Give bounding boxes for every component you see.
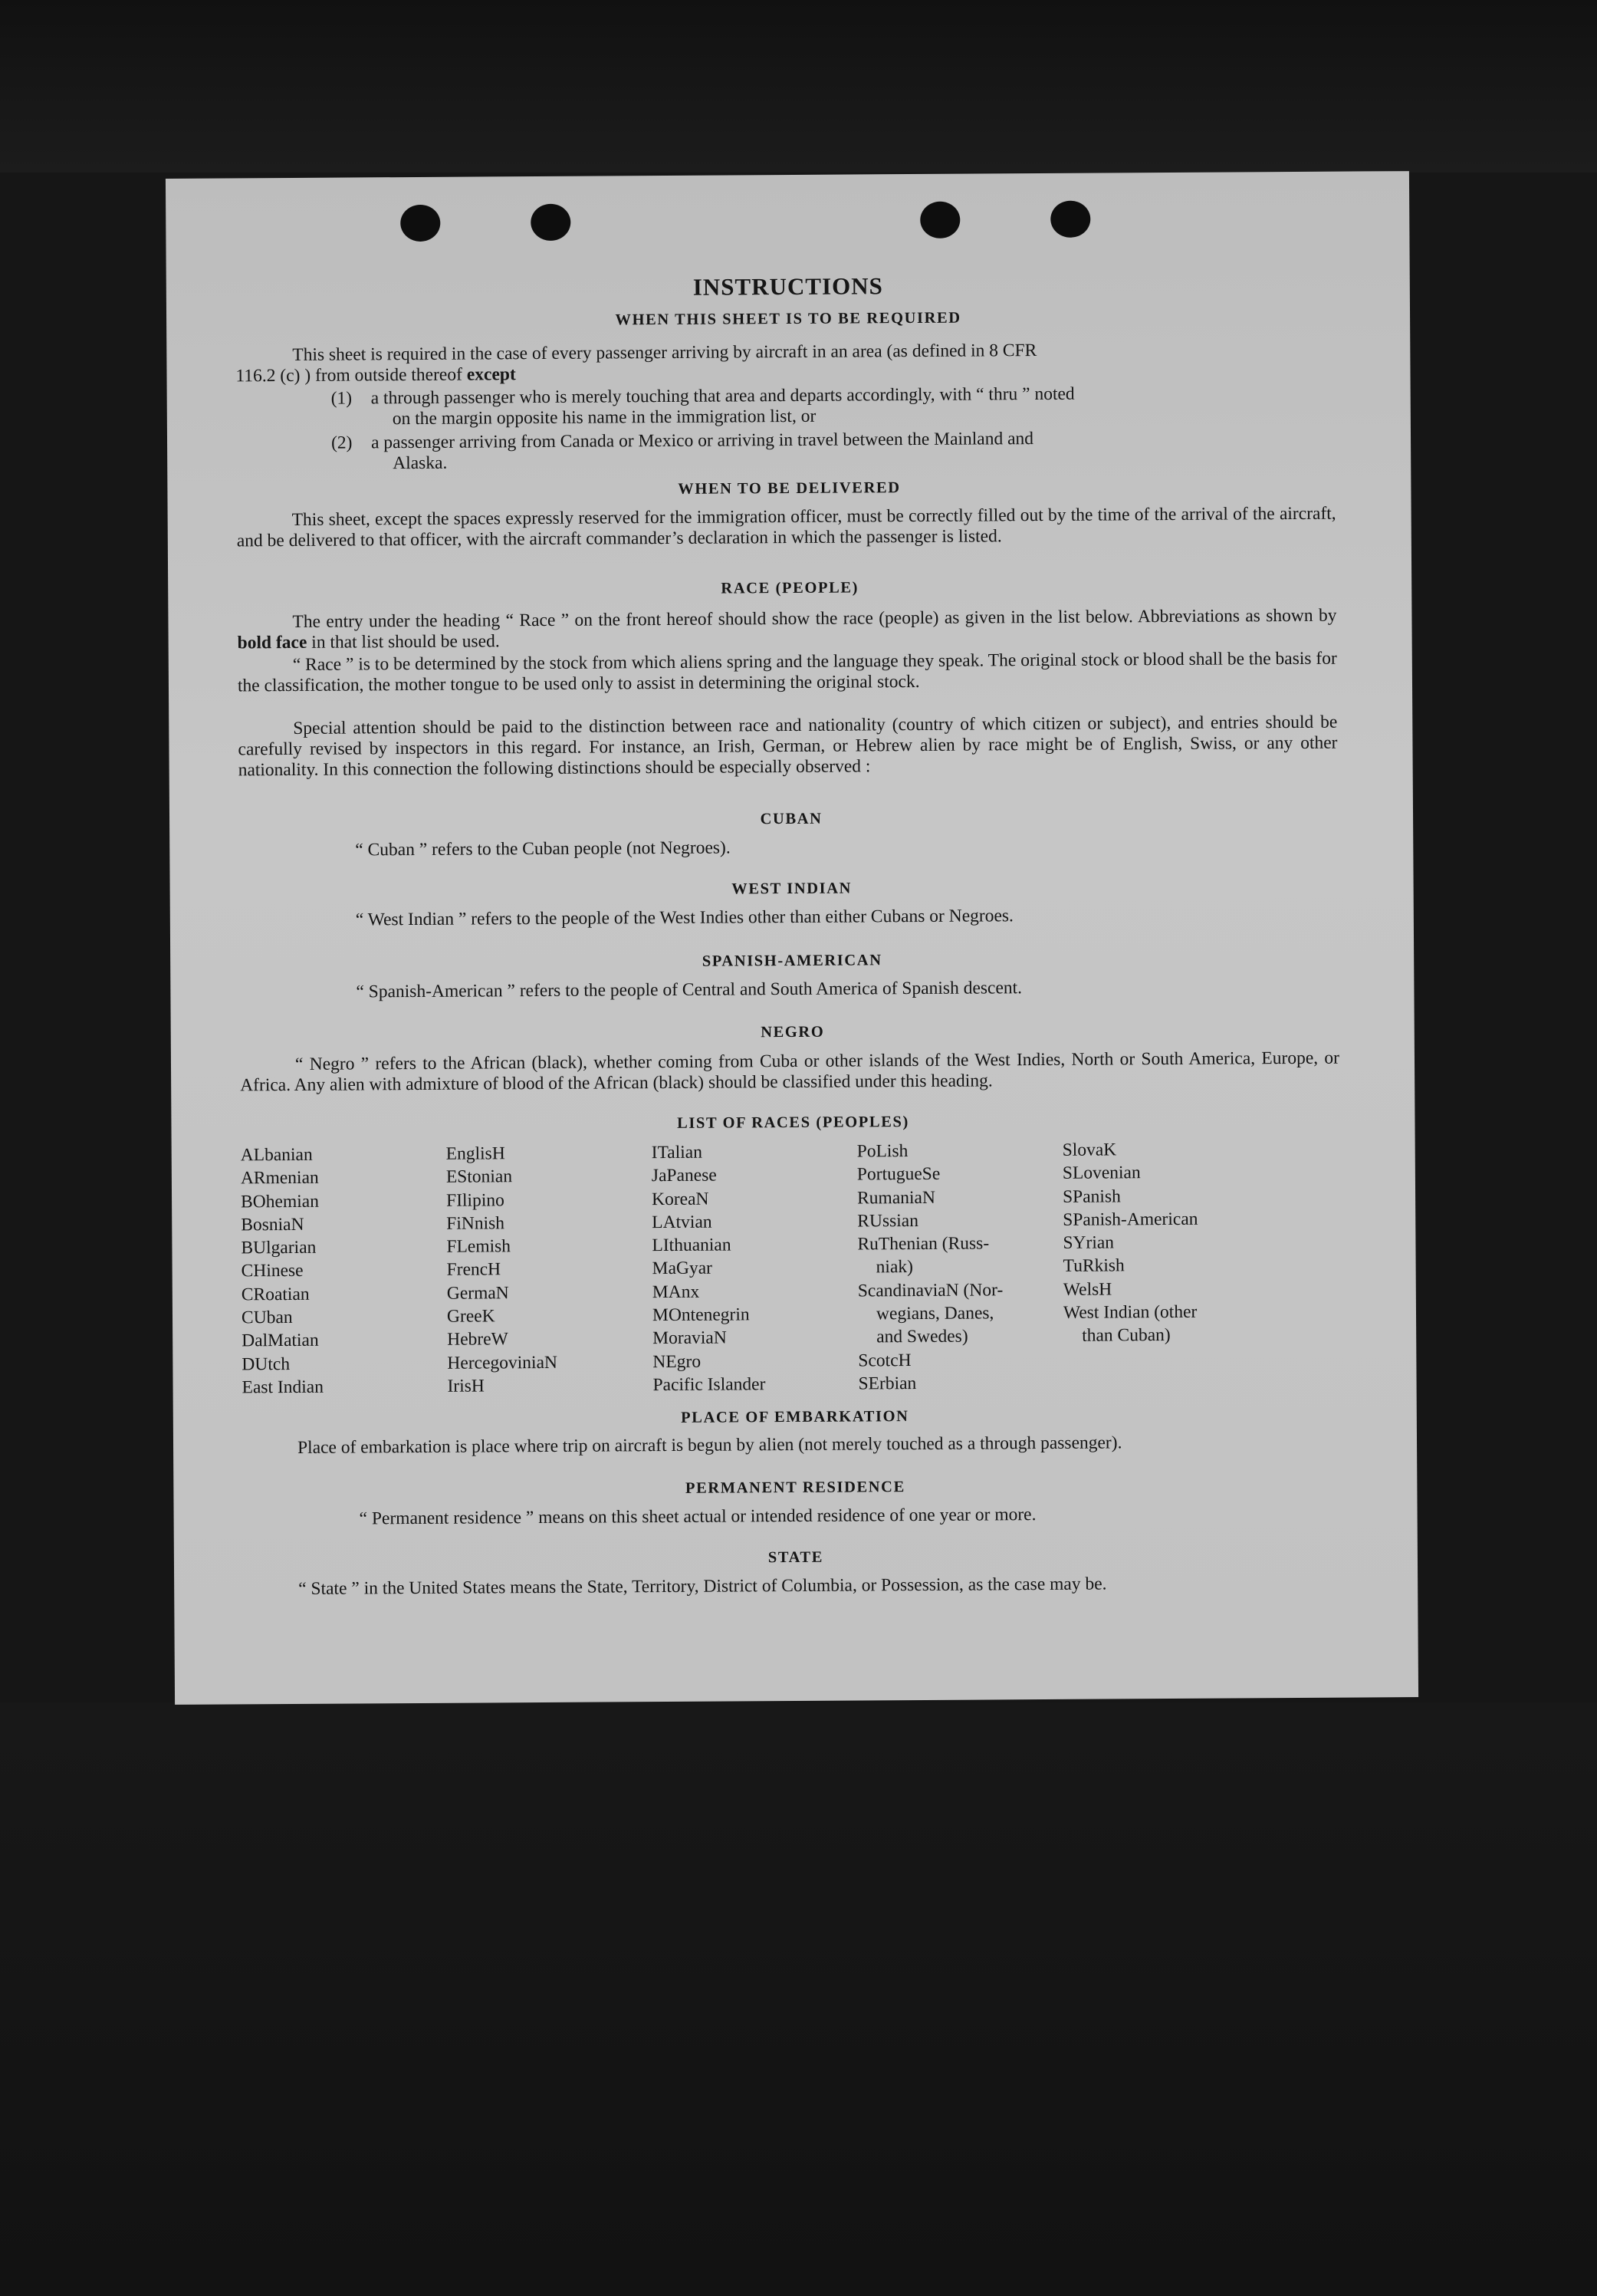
spanish-american-text: “ Spanish-American ” refers to the people of Central and South America of Spanish descent. [356, 978, 1023, 1002]
race-entry: LIthuanian [652, 1235, 731, 1256]
heading-when-delivered: WHEN TO BE DELIVERED [678, 479, 901, 498]
race-entry: MAnx [652, 1281, 700, 1302]
race-entry: PoLish [856, 1141, 909, 1162]
heading-place-of-embarkation: PLACE OF EMBARKATION [681, 1408, 909, 1426]
races-column-5 [1063, 1138, 1199, 1348]
punch-hole [531, 204, 570, 241]
race-entry: DUtch [242, 1354, 291, 1375]
race-paragraph-3: Special attention should be paid to the distinction between race and nationality (country of which citizen or subject), and entries should be carefully revised by inspectors in this regard. For instance, an Irish, German, or Hebrew alien by race might be of English, Swiss, or any other nationality. In this connection the following distinctions should be especially observed : [238, 712, 1338, 781]
race-entry: KoreaN [651, 1189, 709, 1209]
race-entry: GermaN [446, 1283, 509, 1304]
race-entry: ARmenian [240, 1168, 319, 1189]
race-entry: IrisH [447, 1376, 485, 1396]
heading-list-of-races: LIST OF RACES (PEOPLES) [677, 1113, 909, 1132]
race-entry: WelsH [1063, 1279, 1112, 1300]
race-entry: BUlgarian [241, 1237, 317, 1258]
race-entry: JaPanese [651, 1165, 717, 1186]
race-entry: SPanish-American [1063, 1209, 1198, 1230]
races-column-1 [241, 1143, 324, 1400]
race-entry: BosniaN [241, 1214, 304, 1235]
race-entry: RuThenian (Russ- [857, 1233, 990, 1255]
punch-hole [400, 205, 440, 242]
race-entry: CHinese [241, 1261, 304, 1281]
cuban-text: “ Cuban ” refers to the Cuban people (not Negroes). [355, 837, 731, 860]
race-paragraph-2: “ Race ” is to be determined by the stock from which aliens spring and the language they speak. The original stock or blood shall be the basis for the classification, the mother tongue to be used only to assist in determining the original stock. [237, 648, 1337, 696]
embarkation-text: Place of embarkation is place where trip on aircraft is begun by alien (not merely touched as a through passenger). [297, 1433, 1122, 1458]
race-entry: DalMatian [242, 1331, 319, 1351]
heading-cuban: CUBAN [760, 810, 823, 828]
scan-background-top [0, 0, 1597, 173]
race-entry: NEgro [652, 1351, 702, 1372]
heading-negro: NEGRO [761, 1023, 825, 1041]
race-entry: East Indian [242, 1377, 324, 1398]
race-entry: SLovenian [1062, 1163, 1141, 1184]
page-title: INSTRUCTIONS [692, 272, 883, 301]
race-entry: HebreW [447, 1329, 508, 1350]
race-entry: CRoatian [241, 1284, 310, 1305]
race-entry: PortugueSe [856, 1164, 941, 1185]
race-entry: EnglisH [445, 1143, 505, 1164]
race-entry: Pacific Islander [652, 1374, 766, 1396]
exception-item-1 [331, 383, 1336, 432]
required-intro-line1: This sheet is required in the case of every passenger arriving by aircraft in an area (as defined in 8 CFR [292, 340, 1037, 365]
delivered-text: This sheet, except the spaces expressly reserved for the immigration officer, must be correctly filled out by the time of the arrival of the aircraft, and be delivered to that officer, with the aircraft commander’s declaration in which the passenger is listed. [236, 503, 1336, 551]
state-text: “ State ” in the United States means the State, Territory, District of Columbia, or Possession, as the case may be. [298, 1574, 1107, 1599]
exception-item-2 [331, 427, 1336, 476]
race-entry: HercegoviniaN [447, 1352, 558, 1373]
item-text: a through passenger who is merely touching that area and departs accordingly, with “ thru ” noted on the margin opposite his name in the immigration list, or [370, 383, 1075, 429]
race-entry: SErbian [858, 1373, 917, 1394]
race-entry: ITalian [651, 1142, 703, 1163]
race-entry-continued: niak) [876, 1257, 914, 1278]
bold-except: except [466, 364, 516, 385]
item-text: a passenger arriving from Canada or Mexico or arriving in travel between the Mainland and Alaska. [370, 429, 1034, 474]
race-paragraph-1: The entry under the heading “ Race ” on the front hereof should show the race (people) as given in the list below. Abbreviations as shown by bold face in that list should be used. [237, 605, 1337, 653]
race-entry: BOhemian [241, 1191, 319, 1212]
punch-hole [920, 202, 960, 238]
race-entry: FIlipino [446, 1189, 504, 1211]
negro-text: “ Negro ” refers to the African (black), whether coming from Cuba or other islands of the West Indies, North or South America, Europe, or Africa. Any alien with admixture of blood of the African (black) should be classified under this heading. [240, 1048, 1340, 1096]
item-number: (2) [330, 433, 353, 453]
race-entry: ScandinaviaN (Nor- [857, 1280, 1004, 1301]
heading-when-required: WHEN THIS SHEET IS TO BE REQUIRED [615, 309, 961, 329]
heading-race: RACE (PEOPLE) [721, 579, 859, 597]
race-entry: SPanish [1062, 1186, 1121, 1207]
west-indian-text: “ West Indian ” refers to the people of the West Indies other than either Cubans or Negroes. [355, 906, 1014, 930]
race-entry: MaGyar [652, 1258, 713, 1279]
heading-west-indian: WEST INDIAN [731, 880, 853, 898]
race-entry: LAtvian [652, 1212, 712, 1233]
heading-state: STATE [767, 1548, 824, 1567]
race-entry: ScotcH [858, 1350, 912, 1371]
race-entry: RUssian [857, 1210, 918, 1232]
race-entry: GreeK [446, 1306, 495, 1327]
race-entry: ALbanian [240, 1144, 313, 1166]
race-entry: MoraviaN [652, 1327, 727, 1349]
punch-hole [1050, 201, 1090, 238]
race-entry-continued: and Swedes) [876, 1326, 968, 1347]
race-entry: West Indian (other [1063, 1301, 1198, 1323]
races-column-4 [857, 1139, 1004, 1395]
race-entry: SYrian [1063, 1232, 1115, 1254]
race-entry: TuRkish [1063, 1255, 1125, 1277]
race-entry: CUban [241, 1308, 293, 1328]
race-entry-continued: wegians, Danes, [876, 1303, 994, 1324]
heading-permanent-residence: PERMANENT RESIDENCE [685, 1479, 905, 1497]
race-entry: FiNnish [446, 1213, 505, 1234]
race-entry: SlovaK [1062, 1140, 1117, 1160]
races-column-3 [652, 1140, 766, 1396]
required-intro-line2: 116.2 (c) ) from outside thereof except [235, 364, 516, 387]
race-entry: RumaniaN [856, 1187, 935, 1209]
race-entry: EStonian [445, 1166, 513, 1188]
heading-spanish-american: SPANISH-AMERICAN [702, 952, 882, 970]
document-sheet [166, 171, 1418, 1705]
race-entry-continued: than Cuban) [1082, 1325, 1171, 1347]
item-number: (1) [330, 388, 353, 409]
residence-text: “ Permanent residence ” means on this sheet actual or intended residence of one year or more. [359, 1505, 1037, 1529]
race-entry: MOntenegrin [652, 1304, 750, 1326]
race-entry: FLemish [446, 1236, 511, 1257]
races-column-2 [446, 1142, 558, 1398]
scan-background-bottom [0, 1702, 1597, 2296]
race-entry: FrencH [446, 1259, 501, 1281]
